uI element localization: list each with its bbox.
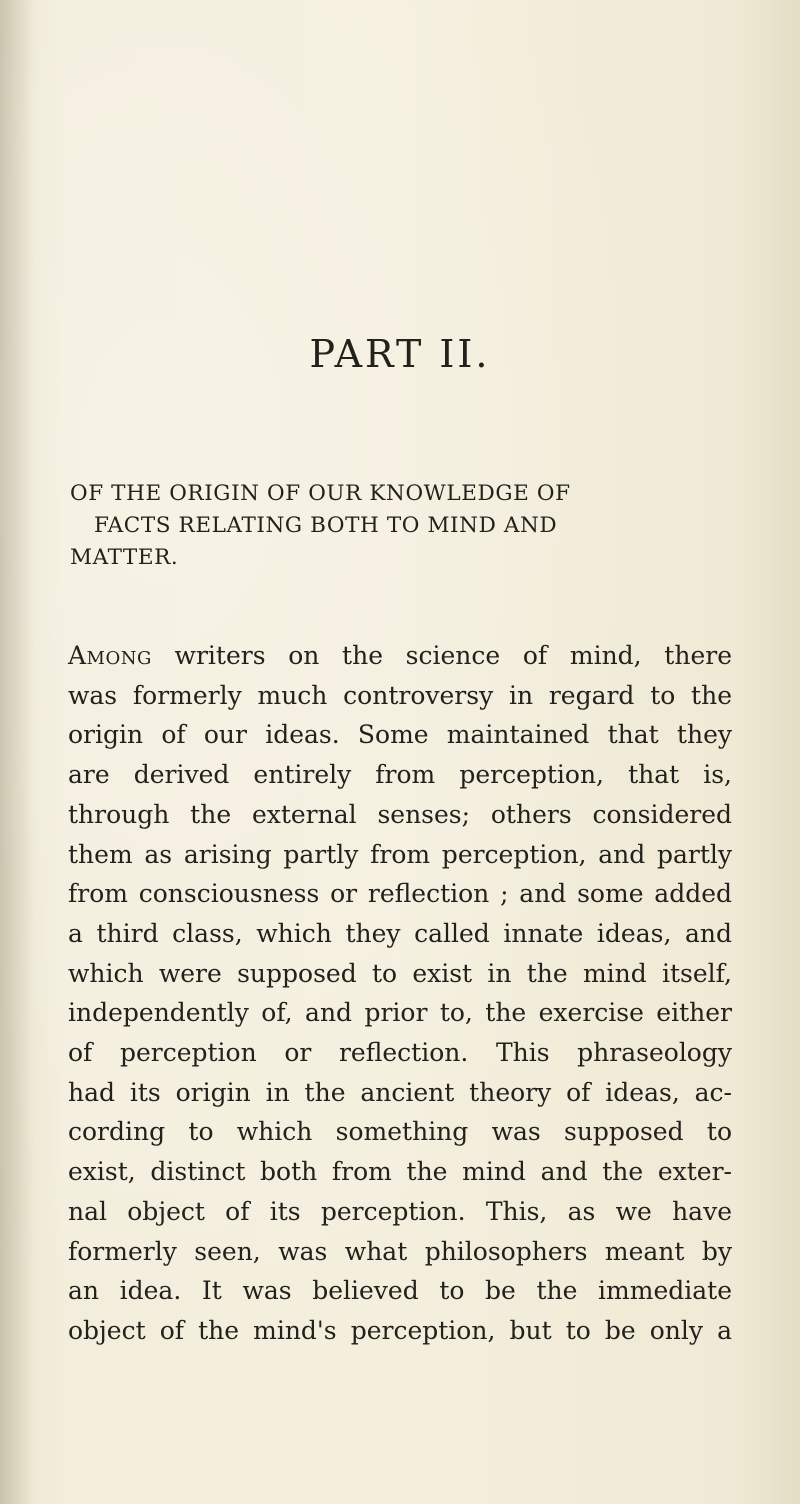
body-line: from consciousness or reflection ; and some added xyxy=(68,879,732,909)
body-line: cording to which something was supposed to xyxy=(68,1117,732,1147)
body-line: exist, distinct both from the mind and the exter- xyxy=(68,1157,732,1187)
body-line: through the external senses; others considered xyxy=(68,799,732,829)
chapter-heading xyxy=(70,478,740,574)
chapter-heading-line: OF THE ORIGIN OF OUR KNOWLEDGE OF xyxy=(70,481,571,506)
body-line: a third class, which they called innate ideas, and xyxy=(68,918,732,948)
body-line: of perception or reflection. This phraseology xyxy=(68,1038,732,1068)
body-line: object of the mind's perception, but to be only a xyxy=(68,1315,732,1345)
opening-word: Among xyxy=(68,641,152,670)
chapter-heading-line: MATTER. xyxy=(70,545,179,570)
body-line: origin of our ideas. Some maintained that they xyxy=(68,720,732,750)
body-paragraph xyxy=(68,636,732,1351)
page-gutter-shadow xyxy=(0,0,34,1504)
chapter-heading-line: FACTS RELATING BOTH TO MIND AND xyxy=(94,513,558,538)
part-title: PART II. xyxy=(309,332,491,376)
body-line: independently of, and prior to, the exercise either xyxy=(68,998,732,1028)
body-line xyxy=(68,636,732,676)
body-line: an idea. It was believed to be the immediate xyxy=(68,1276,732,1306)
body-line: them as arising partly from perception, and partly xyxy=(68,839,732,869)
body-line: formerly seen, was what philosophers meant by xyxy=(68,1236,732,1266)
body-line: nal object of its perception. This, as we have xyxy=(68,1196,732,1226)
body-line: which were supposed to exist in the mind itself, xyxy=(68,958,732,988)
body-line: had its origin in the ancient theory of ideas, ac- xyxy=(68,1077,732,1107)
body-line-text: writers on the science of mind, there xyxy=(151,641,732,670)
body-line: are derived entirely from perception, that is, xyxy=(68,760,732,790)
body-line: was formerly much controversy in regard to the xyxy=(68,680,732,710)
